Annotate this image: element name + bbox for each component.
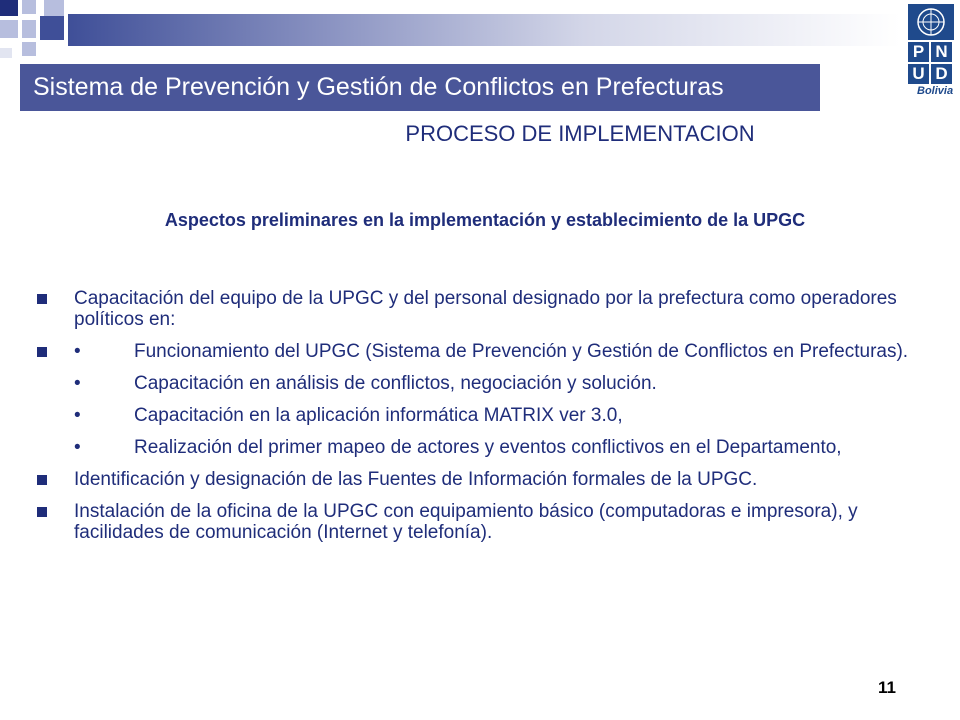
- slide-subtitle: PROCESO DE IMPLEMENTACION: [405, 121, 755, 146]
- pnud-logo: [906, 4, 956, 100]
- decor-square: [22, 20, 36, 38]
- bullet-dot: •: [74, 341, 81, 362]
- list-item: [36, 373, 926, 394]
- logo-letter: D: [931, 64, 952, 84]
- item-text: Instalación de la oficina de la UPGC con equipamiento básico (computadoras e impresora), y facilidades de comunicación (Internet y telefonía).: [74, 501, 858, 543]
- square-bullet-icon: [37, 475, 47, 485]
- decor-square: [0, 20, 18, 38]
- un-emblem-icon: [908, 4, 954, 40]
- square-bullet-icon: [37, 347, 47, 357]
- logo-subtitle: Bolivia: [917, 85, 954, 97]
- decor-square: [44, 0, 64, 16]
- list-item: [36, 501, 926, 543]
- decor-square: [22, 42, 36, 56]
- list-item: [36, 437, 926, 458]
- logo-letter: N: [931, 42, 952, 62]
- bullet-dot: •: [74, 405, 81, 426]
- logo-letter: P: [908, 42, 929, 62]
- slide-title: Sistema de Prevención y Gestión de Conflictos en Prefecturas: [20, 64, 820, 111]
- square-bullet-icon: [37, 294, 47, 304]
- decor-square: [0, 0, 18, 16]
- list-item: [36, 341, 926, 362]
- bullet-list: [36, 288, 926, 543]
- item-text: Capacitación en análisis de conflictos, negociación y solución.: [134, 373, 657, 394]
- item-text: Capacitación del equipo de la UPGC y del personal designado por la prefectura como operadores políticos en:: [74, 288, 897, 330]
- item-text: Realización del primer mapeo de actores y eventos conflictivos en el Departamento,: [134, 437, 842, 458]
- item-text: Identificación y designación de las Fuentes de Información formales de la UPGC.: [74, 469, 758, 490]
- decor-square: [40, 16, 64, 40]
- item-text: Funcionamiento del UPGC (Sistema de Prevención y Gestión de Conflictos en Prefecturas).: [134, 341, 909, 362]
- decor-square: [0, 48, 12, 58]
- logo-letter: U: [908, 64, 929, 84]
- decor-square: [22, 0, 36, 14]
- page-number: 11: [878, 678, 896, 697]
- list-item: [36, 469, 926, 490]
- list-item: [36, 288, 926, 330]
- item-text: Capacitación en la aplicación informática MATRIX ver 3.0,: [134, 405, 623, 426]
- bullet-dot: •: [74, 373, 81, 394]
- square-bullet-icon: [37, 507, 47, 517]
- section-heading: Aspectos preliminares en la implementación y establecimiento de la UPGC: [164, 210, 806, 230]
- bullet-dot: •: [74, 437, 81, 458]
- header-gradient-bar: [68, 14, 900, 46]
- list-item: [36, 405, 926, 426]
